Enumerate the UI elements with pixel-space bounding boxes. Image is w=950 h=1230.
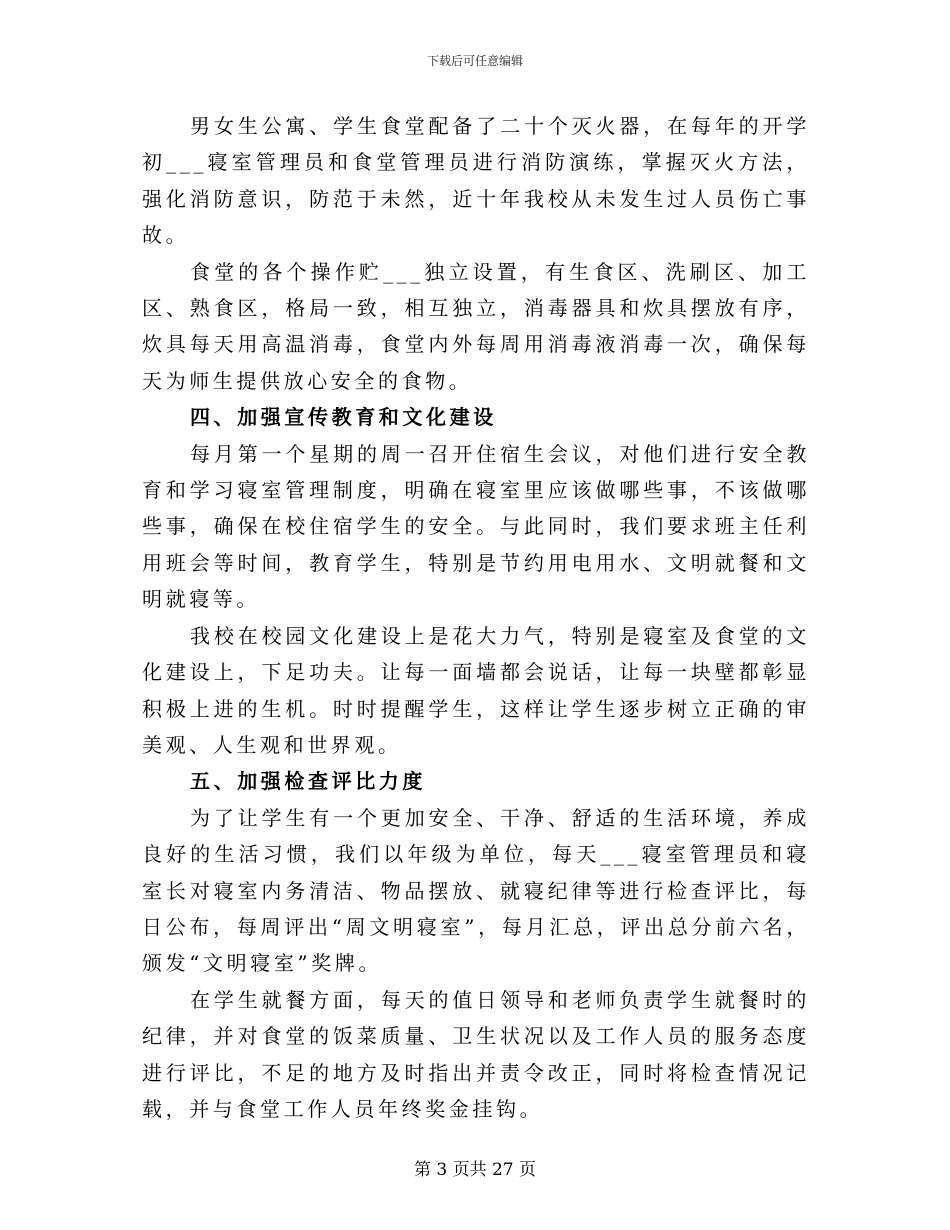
page-number: 第 3 页共 27 页 <box>413 1160 537 1180</box>
paragraph-fire-safety: 男女生公寓、学生食堂配备了二十个灭火器，在每年的开学初___寝室管理员和食堂管理员进行消防演练，掌握灭火方法，强化消防意识，防范于未然，近十年我校从未发生过人员伤亡事故。 <box>142 114 810 248</box>
section-heading-5: 五、加强检查评比力度 <box>190 769 426 794</box>
section-heading-4: 四、加强宣传教育和文化建设 <box>190 405 497 430</box>
page-header: 下载后可任意编辑 <box>426 54 523 68</box>
document-body <box>142 108 810 1127</box>
paragraph-dorm-inspection: 为了让学生有一个更加安全、干净、舒适的生活环境，养成良好的生活习惯，我们以年级为单位，每天___寝室管理员和寝室长对寝室内务清洁、物品摆放、就寝纪律等进行检查评比，每日公布，每周评出“周文明寝室”，每月汇总，评出总分前六名，颁发“文明寝室”奖牌。 <box>142 805 810 976</box>
paragraph-campus-culture: 我校在校园文化建设上是花大力气，特别是寝室及食堂的文化建设上，下足功夫。让每一面墙都会说话，让每一块壁都彰显积极上进的生机。时时提醒学生，这样让学生逐步树立正确的审美观、人生观和世界观。 <box>142 623 810 757</box>
paragraph-dining-discipline: 在学生就餐方面，每天的值日领导和老师负责学生就餐时的纪律，并对食堂的饭菜质量、卫生状况以及工作人员的服务态度进行评比，不足的地方及时指出并责令改正，同时将检查情况记载，并与食堂工作人员年终奖金挂钩。 <box>142 987 810 1121</box>
paragraph-monthly-meeting: 每月第一个星期的周一召开住宿生会议，对他们进行安全教育和学习寝室管理制度，明确在寝室里应该做哪些事，不该做哪些事，确保在校住宿学生的安全。与此同时，我们要求班主任利用班会等时间，教育学生，特别是节约用电用水、文明就餐和文明就寝等。 <box>142 441 810 612</box>
paragraph-canteen-layout: 食堂的各个操作贮___独立设置，有生食区、洗刷区、加工区、熟食区，格局一致，相互独立，消毒器具和炊具摆放有序，炊具每天用高温消毒，食堂内外每周用消毒液消毒一次，确保每天为师生提供放心安全的食物。 <box>142 259 810 393</box>
